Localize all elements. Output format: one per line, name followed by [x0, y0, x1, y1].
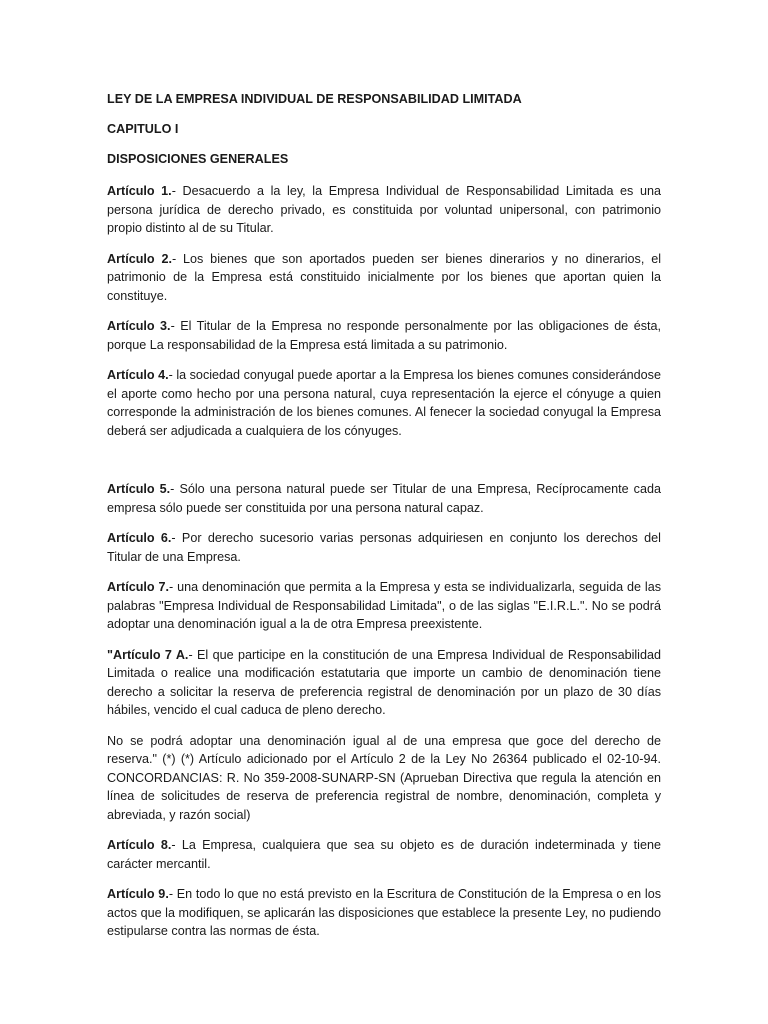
article-7	[107, 578, 661, 634]
article-6	[107, 529, 661, 566]
document-title: LEY DE LA EMPRESA INDIVIDUAL DE RESPONSABILIDAD LIMITADA	[107, 92, 522, 106]
article-8	[107, 836, 661, 873]
section-heading: DISPOSICIONES GENERALES	[107, 152, 289, 166]
article-7a	[107, 646, 661, 720]
article-lead: Artículo 3.	[107, 319, 171, 333]
article-lead: Artículo 6.	[107, 531, 172, 545]
article-4	[107, 366, 661, 440]
article-5	[107, 480, 661, 517]
article-lead: Artículo 9.	[107, 887, 169, 901]
article-3	[107, 317, 661, 354]
article-9	[107, 885, 661, 941]
article-text: - En todo lo que no está previsto en la Escritura de Constitución de la Empresa o en los actos que la modifiquen, se aplicarán las disposiciones que establece la presente Ley, no pudiendo estipularse contra las normas de ésta.	[107, 887, 661, 938]
article-text: - una denominación que permita a la Empresa y esta se individualizarla, seguida de las palabras "Empresa Individual de Responsabilidad Limitada", o de las siglas "E.I.R.L.". No se podrá adoptar una denominación igual a la de otra Empresa preexistente.	[107, 580, 661, 631]
article-lead: Artículo 4.	[107, 368, 169, 382]
article-text: - Desacuerdo a la ley, la Empresa Individual de Responsabilidad Limitada es una persona jurídica de derecho privado, es constituida por voluntad unipersonal, con patrimonio propio distinto al de su Titular.	[107, 184, 661, 235]
article-text: - El que participe en la constitución de una Empresa Individual de Responsabilidad Limitada o realice una modificación estatutaria que importe un cambio de denominación tiene derecho a solicitar la reserva de preferencia registral de denominación por un plazo de 30 días hábiles, vencido el cual caduca de pleno derecho.	[107, 647, 661, 717]
article-text: - El Titular de la Empresa no responde personalmente por las obligaciones de ésta, porque La responsabilidad de la Empresa está limitada a su patrimonio.	[107, 319, 661, 352]
chapter-heading: CAPITULO I	[107, 122, 179, 136]
article-lead: "Artículo 7 A.	[107, 647, 189, 662]
article-lead: Artículo 8.	[107, 838, 172, 852]
article-1	[107, 182, 661, 238]
article-lead: Artículo 1.	[107, 184, 172, 198]
article-text: - Por derecho sucesorio varias personas adquiriesen en conjunto los derechos del Titular de una Empresa.	[107, 531, 661, 564]
article-lead: Artículo 7.	[107, 580, 169, 594]
article-text: - Los bienes que son aportados pueden ser bienes dinerarios y no dinerarios, el patrimonio de la Empresa está constituido inicialmente por los bienes que aportan quien la constituye.	[107, 251, 661, 303]
article-lead: Artículo 2.	[107, 251, 172, 266]
article-text: - La Empresa, cualquiera que sea su objeto es de duración indeterminada y tiene carácter mercantil.	[107, 838, 661, 871]
article-text: No se podrá adoptar una denominación igual al de una empresa que goce del derecho de reserva." (*) (*) Artículo adicionado por el Artículo 2 de la Ley No 26364 publicado el 02-10-94. CONCORDANCIAS: R. No 359-2008-SUNARP-SN (Aprueban Directiva que regula la atención en línea de solicitudes de reserva de preferencia registral de nombre, denominación, completa y abreviada, y razón social)	[107, 733, 661, 822]
article-lead: Artículo 5.	[107, 482, 171, 496]
article-text: - Sólo una persona natural puede ser Titular de una Empresa, Recíprocamente cada empresa sólo puede ser constituida por una persona natural capaz.	[107, 482, 661, 515]
article-2	[107, 250, 661, 306]
reservation-note	[107, 732, 661, 825]
article-text: - la sociedad conyugal puede aportar a la Empresa los bienes comunes considerándose el aporte como hecho por una persona natural, cuya representación la ejerce el cónyuge a quien corresponde la administración de los bienes comunes. Al fenecer la sociedad conyugal la Empresa deberá ser adjudicada a cualquiera de los cónyuges.	[107, 368, 661, 438]
